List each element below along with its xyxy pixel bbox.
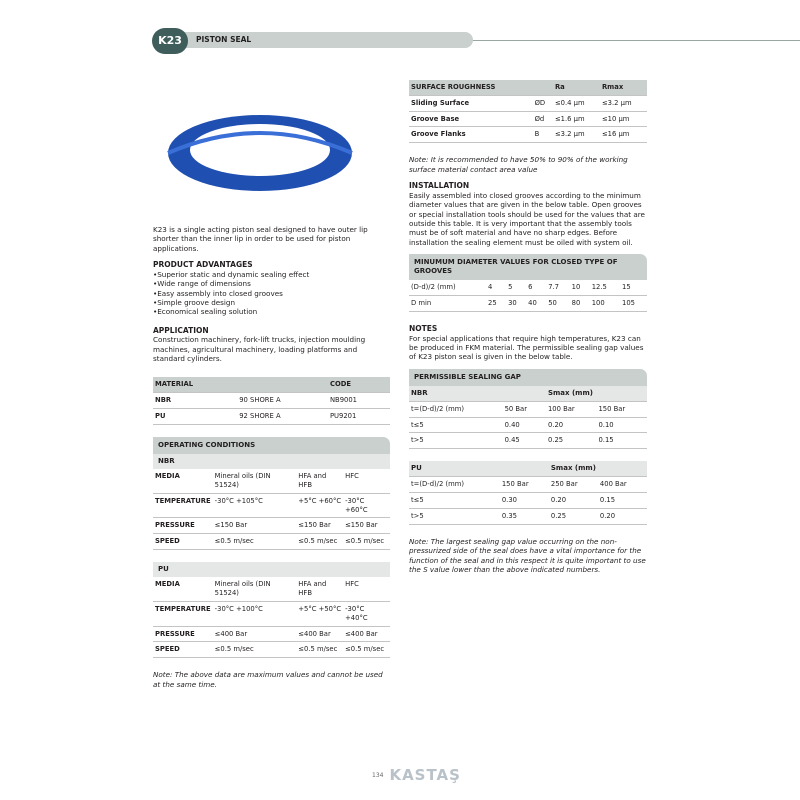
list-item: • Simple groove design xyxy=(153,298,390,307)
advantages-heading: PRODUCT ADVANTAGES xyxy=(153,260,253,270)
list-item: • Superior static and dynamic sealing effect xyxy=(153,270,390,279)
sealing-gap-nbr-table: NBR Smax (mm) t=(D-d)/2 (mm) 50 Bar 100 Bar 150 Bar t≤5 0.40 0.20 0.10 t>5 0.45 0.25 0.15 xyxy=(409,386,647,450)
table-row: PU 92 SHORE A PU9201 xyxy=(153,409,390,425)
notes-heading: NOTES xyxy=(409,323,438,333)
operating-nbr-table xyxy=(153,469,390,550)
installation-heading: INSTALLATION xyxy=(409,181,470,191)
right-column xyxy=(409,80,647,581)
table-row: PRESSURE ≤150 Bar ≤150 Bar ≤150 Bar xyxy=(153,518,390,534)
table-row: Sliding Surface ØD ≤0.4 µm ≤3.2 µm xyxy=(409,95,647,111)
operating-pu-heading: PU xyxy=(153,562,390,577)
sealing-gap-pu-table: PU Smax (mm) t=(D-d)/2 (mm) 150 Bar 250 Bar 400 Bar t≤5 0.30 0.20 0.15 t>5 0.35 0.25 0.20 xyxy=(409,461,647,525)
table-row: MEDIA Mineral oils (DIN 51524) HFA and HFB HFC xyxy=(153,577,390,601)
material-table: MATERIAL CODE NBR 90 SHORE A NB9001 PU 92 SHORE A PU9201 xyxy=(153,377,390,424)
table-row: t=(D-d)/2 (mm) 150 Bar 250 Bar 400 Bar xyxy=(409,477,647,493)
brand-logo: KASTAŞ xyxy=(389,766,461,784)
sealing-gap-heading: PERMISSIBLE SEALING GAP xyxy=(409,369,647,386)
list-item: • Easy assembly into closed grooves xyxy=(153,289,390,298)
table-row: t>5 0.35 0.25 0.20 xyxy=(409,509,647,525)
product-code-badge: K23 xyxy=(152,28,188,54)
table-row: t≤5 0.40 0.20 0.10 xyxy=(409,417,647,433)
advantages-list xyxy=(153,270,390,317)
min-diameter-heading: MINUMUM DIAMETER VALUES FOR CLOSED TYPE OF GROOVES xyxy=(409,254,647,280)
list-item: • Economical sealing solution xyxy=(153,307,390,316)
header-divider xyxy=(473,40,800,41)
min-diameter-table xyxy=(409,280,647,312)
notes-text: For special applications that require high temperatures, K23 can be produced in FKM material. The permissible sealing gap values of K23 piston seal is given in the below table. xyxy=(409,333,644,362)
table-row: TEMPERATURE -30°C +100°C +5°C +50°C -30°C +40°C xyxy=(153,601,390,626)
page-number: 134 xyxy=(372,771,384,779)
table-row: MEDIA Mineral oils (DIN 51524) HFA and HFB HFC xyxy=(153,469,390,493)
application-text: Construction machinery, fork-lift trucks, injection moulding machines, agricultural machinery, loading platforms and standard cylinders. xyxy=(153,335,366,364)
page-header xyxy=(150,28,660,54)
intro-text: K23 is a single acting piston seal designed to have outer lip shorter than the inner lip in order to be used for piston applications. xyxy=(153,225,368,253)
left-column xyxy=(153,225,390,696)
table-row: PRESSURE ≤400 Bar ≤400 Bar ≤400 Bar xyxy=(153,626,390,642)
operating-pu-table xyxy=(153,577,390,658)
table-row: Groove Base Ød ≤1.6 µm ≤10 µm xyxy=(409,111,647,127)
table-row: t≤5 0.30 0.20 0.15 xyxy=(409,493,647,509)
piston-seal-image xyxy=(160,108,360,198)
table-row: (D-d)/2 (mm) 4 5 6 7.7 10 12.5 15 xyxy=(409,280,647,295)
application-heading: APPLICATION xyxy=(153,325,209,335)
installation-text: Easily assembled into closed grooves according to the minimum diameter values that are given in the below table. Open grooves or special installation tools should be used for the values that are outside this table. It is very important that the assembly tools must be of soft material and have no sharp edges. Before installation the sealing element must be oiled with system oil. xyxy=(409,190,645,247)
operating-heading: OPERATING CONDITIONS xyxy=(153,437,390,454)
roughness-table: SURFACE ROUGHNESS Ra Rmax Sliding Surface ØD ≤0.4 µm ≤3.2 µm Groove Base Ød ≤1.6 µm ≤10 µm Groove Flanks B ≤3.2 µm ≤16 µm xyxy=(409,80,647,143)
sealing-gap-note: Note: The largest sealing gap value occurring on the non-pressurized side of the seal does have a vital importance for the function of the seal and in this respect it is quite important to use the S value lower than the above indicated numbers. xyxy=(409,536,646,574)
roughness-note: Note: It is recommended to have 50% to 90% of the working surface material contact area value xyxy=(409,155,628,174)
table-row: NBR 90 SHORE A NB9001 xyxy=(153,393,390,409)
table-row: t=(D-d)/2 (mm) 50 Bar 100 Bar 150 Bar xyxy=(409,401,647,417)
list-item: • Wide range of dimensions xyxy=(153,279,390,288)
operating-nbr-heading: NBR xyxy=(153,454,390,469)
operating-note: Note: The above data are maximum values and cannot be used at the same time. xyxy=(153,670,383,689)
table-row: D min 25 30 40 50 80 100 105 xyxy=(409,295,647,311)
table-row: SPEED ≤0.5 m/sec ≤0.5 m/sec ≤0.5 m/sec xyxy=(153,534,390,550)
table-row: t>5 0.45 0.25 0.15 xyxy=(409,433,647,449)
table-row: TEMPERATURE -30°C +105°C +5°C +60°C -30°C +60°C xyxy=(153,493,390,518)
page-footer xyxy=(372,766,461,786)
product-title: PISTON SEAL xyxy=(170,32,473,48)
table-row: Groove Flanks B ≤3.2 µm ≤16 µm xyxy=(409,127,647,143)
table-row: SPEED ≤0.5 m/sec ≤0.5 m/sec ≤0.5 m/sec xyxy=(153,642,390,658)
